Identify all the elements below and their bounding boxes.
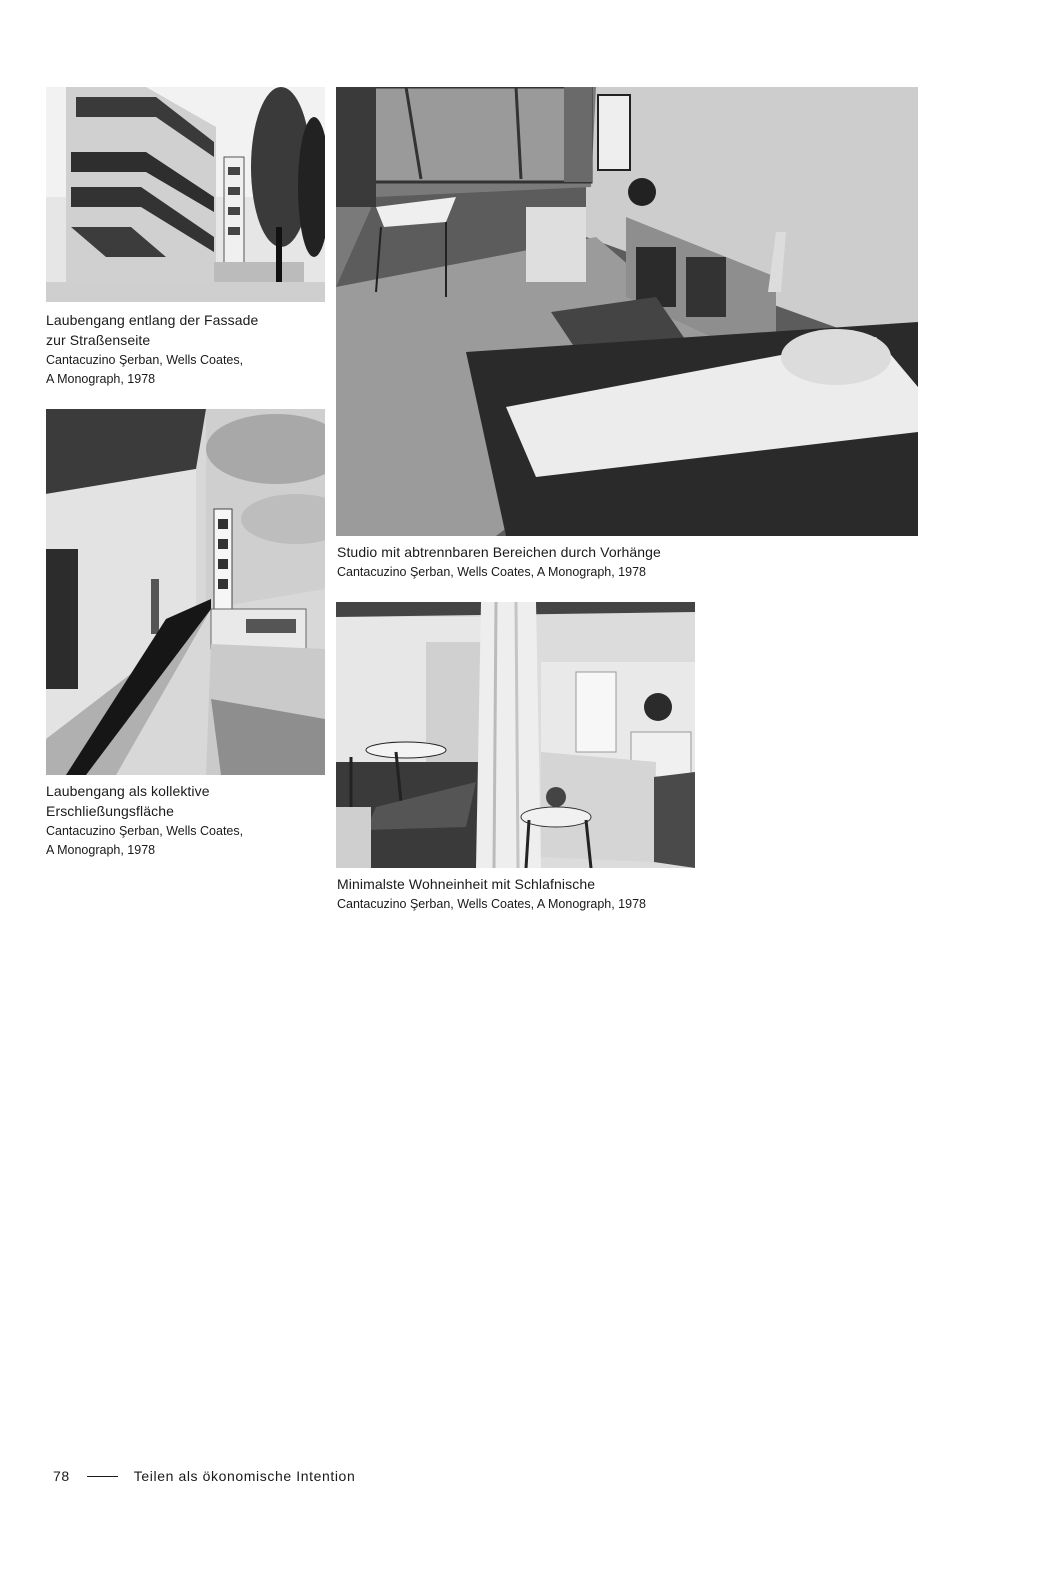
facade-gallery-caption xyxy=(46,310,331,389)
caption-source: Cantacuzino Şerban, Wells Coates, A Monograph, 1978 xyxy=(337,565,646,579)
caption-title: Laubengang entlang der Fassade zur Straßenseite xyxy=(46,312,259,348)
caption-source: Cantacuzino Şerban, Wells Coates, A Monograph, 1978 xyxy=(337,897,646,911)
studio-caption xyxy=(337,542,927,582)
page-number: 78 xyxy=(53,1468,70,1484)
caption-source: Cantacuzino Şerban, Wells Coates, A Monograph, 1978 xyxy=(46,353,244,386)
collective-gallery-photo xyxy=(46,409,325,775)
minimal-unit-photo xyxy=(336,602,695,868)
minimal-unit-caption xyxy=(337,874,927,914)
page-footer xyxy=(53,1466,355,1486)
caption-title: Minimalste Wohneinheit mit Schlafnische xyxy=(337,876,596,892)
caption-title: Studio mit abtrennbaren Bereichen durch Vorhänge xyxy=(337,544,661,560)
footer-divider xyxy=(87,1476,118,1477)
caption-source: Cantacuzino Şerban, Wells Coates, A Monograph, 1978 xyxy=(46,824,244,857)
chapter-title: Teilen als ökonomische Intention xyxy=(133,1468,356,1484)
studio-curtain-areas-photo xyxy=(336,87,918,536)
caption-title: Laubengang als kollektive Erschließungsfläche xyxy=(46,783,210,819)
collective-gallery-caption xyxy=(46,781,331,860)
facade-gallery-photo xyxy=(46,87,325,302)
